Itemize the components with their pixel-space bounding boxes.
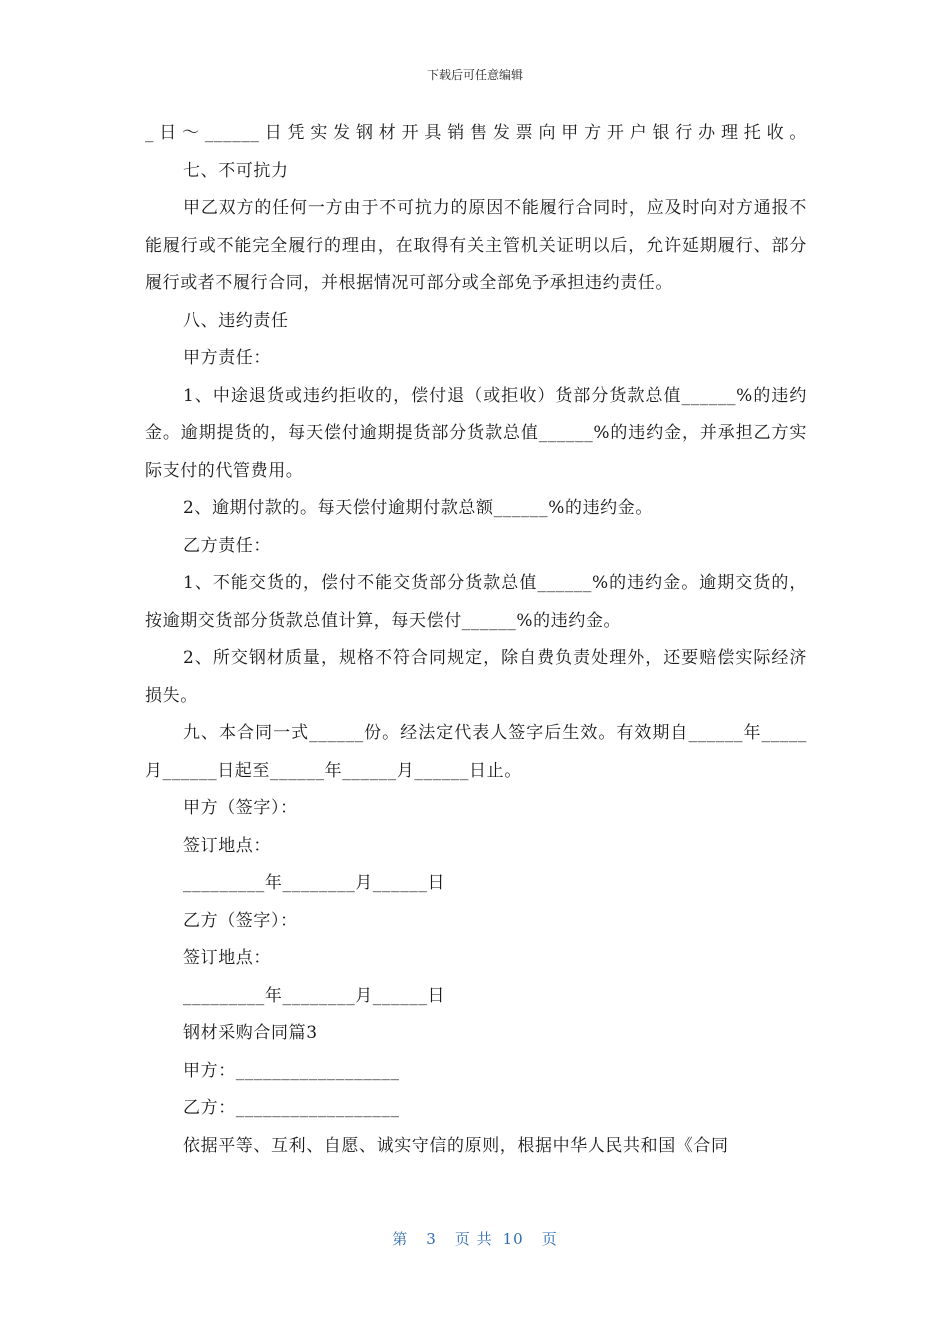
party-a-liability-heading: 甲方责任：: [183, 348, 271, 368]
payment-collection-line: _日～______日凭实发钢材开具销售发票向甲方开户银行办理托收。: [145, 123, 807, 143]
page-number: 3: [426, 1230, 437, 1248]
party-b-liability-item-2: 2、所交钢材质量，规格不符合同规定，除自费负责处理外，还要赔偿实际经济损失。: [145, 648, 807, 706]
party-a-signature-label: 甲方（签字）：: [183, 798, 298, 818]
section-heading-force-majeure: 七、不可抗力: [183, 160, 289, 181]
party-a-liability-item-2: 2、逾期付款的。每天偿付逾期付款总额______%的违约金。: [183, 498, 653, 518]
contract-3-party-a: 甲方：__________________: [183, 1060, 400, 1081]
page-label-mid: 页 共: [454, 1230, 493, 1248]
contract-3-preamble: 依据平等、互利、自愿、诚实守信的原则，根据中华人民共和国《合同: [183, 1135, 729, 1156]
document-body: [145, 115, 807, 1165]
section-heading-liability: 八、违约责任: [183, 310, 289, 331]
page-label-prefix: 第: [392, 1230, 409, 1248]
party-b-liability-item-1: 1、不能交货的，偿付不能交货部分货款总值______%的违约金。逾期交货的，按逾期交货部分货款总值计算，每天偿付______%的违约金。: [145, 573, 807, 631]
header-note: 下载后可任意编辑: [426, 68, 523, 82]
contract-copies-validity: 九、本合同一式______份。经法定代表人签字后生效。有效期自______年_____月______日起至______年______月______日止。: [145, 723, 807, 781]
party-b-signing-place: 签订地点：: [183, 948, 271, 968]
party-a-liability-item-1: 1、中途退货或违约拒收的，偿付退（或拒收）货部分货款总值______%的违约金。逾期提货的，每天偿付逾期提货部分货款总值______%的违约金，并承担乙方实际支付的代管费用。: [145, 385, 807, 481]
contract-3-title: 钢材采购合同篇3: [183, 1023, 318, 1043]
page-footer: [0, 1228, 950, 1249]
party-b-signing-date: _________年________月______日: [183, 985, 446, 1006]
page-label-suffix: 页: [541, 1230, 558, 1248]
party-b-signature-label: 乙方（签字）：: [183, 910, 298, 931]
total-pages: 10: [502, 1230, 524, 1248]
party-b-liability-heading: 乙方责任：: [183, 535, 271, 556]
force-majeure-paragraph: 甲乙双方的任何一方由于不可抗力的原因不能履行合同时，应及时向对方通报不能履行或不能完全履行的理由，在取得有关主管机关证明以后，允许延期履行、部分履行或者不履行合同，并根据情况可部分或全部免予承担违约责任。: [145, 198, 807, 293]
contract-3-party-b: 乙方：__________________: [183, 1098, 400, 1118]
party-a-signing-date: _________年________月______日: [183, 873, 446, 893]
party-a-signing-place: 签订地点：: [183, 835, 271, 856]
